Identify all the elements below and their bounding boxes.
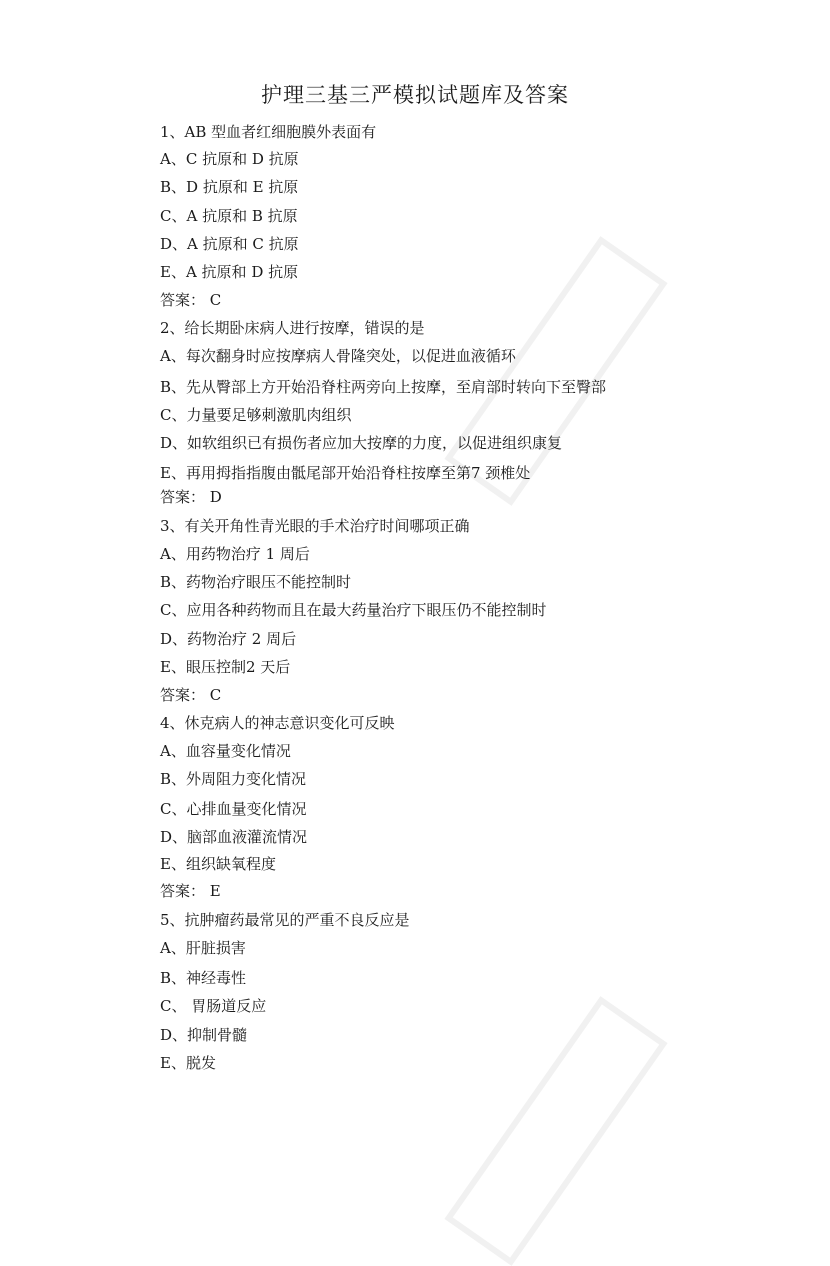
question-stem: 4、休克病人的神志意识变化可反映 (160, 714, 395, 732)
answer-option: A、血容量变化情况 (160, 742, 291, 760)
question-stem: 3、有关开角性青光眼的手术治疗时间哪项正确 (160, 517, 470, 535)
watermark (444, 996, 667, 1266)
answer-option: D、如软组织已有损伤者应加大按摩的力度，以促进组织康复 (160, 434, 563, 452)
question-stem: 2、给长期卧床病人进行按摩，错误的是 (160, 319, 425, 337)
answer-option: A、C 抗原和 D 抗原 (160, 150, 299, 168)
answer-option: C、力量要足够刺激肌肉组织 (160, 406, 352, 424)
answer-option: E、脱发 (160, 1054, 216, 1072)
answer-option: A、肝脏损害 (160, 939, 246, 957)
answer-option: C、A 抗原和 B 抗原 (160, 207, 298, 225)
answer-option: A、每次翻身时应按摩病人骨隆突处，以促进血液循环 (160, 347, 516, 365)
answer-option: B、神经毒性 (160, 969, 247, 987)
answer-key: 答案： C (160, 686, 222, 704)
answer-option: C、 胃肠道反应 (160, 997, 267, 1015)
answer-option: D、A 抗原和 C 抗原 (160, 235, 299, 253)
answer-option: B、药物治疗眼压不能控制时 (160, 573, 352, 591)
answer-key: 答案： C (160, 291, 222, 309)
answer-option: D、药物治疗 2 周后 (160, 630, 297, 648)
document-title: 护理三基三严模拟试题库及答案 (261, 83, 569, 107)
answer-option: E、眼压控制2 天后 (160, 658, 291, 676)
answer-key: 答案： D (160, 488, 222, 506)
answer-key: 答案： E (160, 882, 221, 900)
answer-option: D、抑制骨髓 (160, 1026, 248, 1044)
answer-option: E、再用拇指指腹由骶尾部开始沿脊柱按摩至第7 颈椎处 (160, 464, 531, 482)
answer-option: B、外周阻力变化情况 (160, 770, 307, 788)
answer-option: E、A 抗原和 D 抗原 (160, 263, 299, 281)
answer-option: B、先从臀部上方开始沿脊柱两旁向上按摩，至肩部时转向下至臀部 (160, 378, 607, 396)
answer-option: A、用药物治疗 1 周后 (160, 545, 310, 563)
answer-option: E、组织缺氧程度 (160, 855, 276, 873)
answer-option: D、脑部血液灌流情况 (160, 828, 308, 846)
answer-option: C、心排血量变化情况 (160, 800, 307, 818)
question-stem: 5、抗肿瘤药最常见的严重不良反应是 (160, 911, 410, 929)
answer-option: B、D 抗原和 E 抗原 (160, 178, 299, 196)
question-stem: 1、AB 型血者红细胞膜外表面有 (160, 123, 377, 141)
answer-option: C、应用各种药物而且在最大药量治疗下眼压仍不能控制时 (160, 601, 547, 619)
